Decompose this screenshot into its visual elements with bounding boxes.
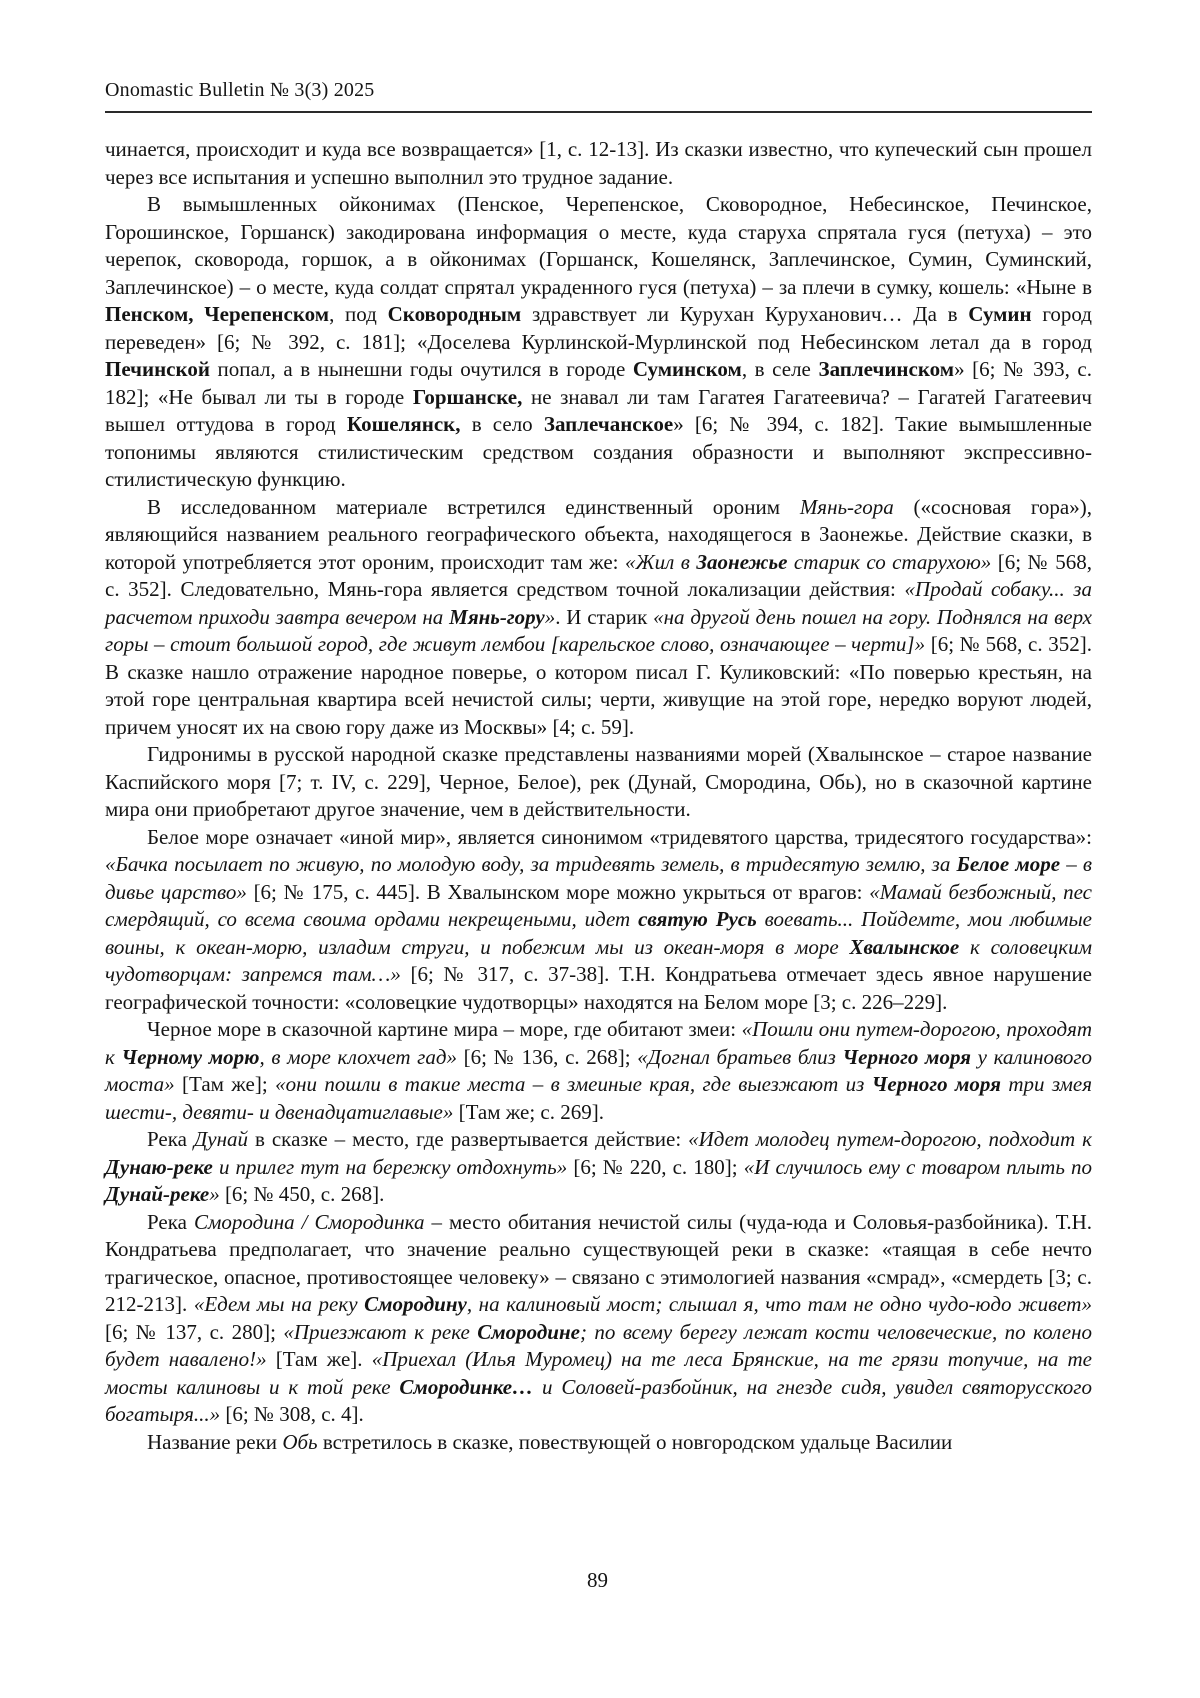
text-run-bi: Белое море <box>956 852 1061 876</box>
text-run-i: к соловецким чудотворцам: запремся там…» <box>105 934 1092 986</box>
text-run: [6; № 450, с. 268]. <box>219 1182 385 1206</box>
text-run: Название реки <box>147 1429 283 1454</box>
text-run-i: «Приезжают к реке <box>283 1319 478 1344</box>
text-run-i: «они пошли в такие места – в змеиные края, где выезжают из <box>275 1072 872 1096</box>
page-number: 89 <box>587 1568 608 1592</box>
text-run-bi: Заонежье <box>696 549 788 574</box>
text-run: в сказке – место, где развертывается действие: <box>248 1127 689 1151</box>
paragraph <box>105 136 1092 191</box>
text-run: [6; № 568, с. 352]. Следовательно, Мянь-гора является средством точной локализации действия: <box>105 549 1092 601</box>
text-run-i: три змея шести-, девяти- и двенадцатиглавые» <box>105 1072 1093 1124</box>
text-run-bi: святую Русь <box>638 907 757 931</box>
text-run-b: Сковородным <box>387 302 522 326</box>
text-run-i: » <box>544 604 556 629</box>
text-run-i: , на калиновый мост; слышал я, что там не одно чудо-юдо живет» <box>466 1292 1092 1316</box>
text-run-i: старик со старухою» <box>787 549 992 574</box>
text-run-i: , в море клохчет гад» <box>259 1044 457 1069</box>
text-run-i: и Соловей-разбойник, на гнезде сидя, увидел святорусского богатыря...» <box>105 1374 1092 1426</box>
text-run-i: » <box>209 1182 220 1206</box>
text-run: в село <box>460 412 544 436</box>
text-run: Черное море в сказочной картине мира – море, где обитают змеи: <box>147 1017 742 1041</box>
text-run: В исследованном материале встретился единственный ороним <box>147 494 800 519</box>
text-run: , под <box>329 302 388 326</box>
text-run-bi: Черного моря <box>842 1044 971 1069</box>
text-run-i: ; по всему берегу лежат кости человеческие, по колено будет навалено!» <box>105 1319 1093 1371</box>
text-run: В вымышленных ойконимах (Пенское, Черепенское, Сковородное, Небесинское, Печинское, Горошинское, Горшанск) закодирована информация о месте, куда старуха спрятала гуся (петуха) – это черепок, сковорода, горшок, а в ойконимах (Горшанск, Кошелянск, Заплечинское, Сумин, Суминский, Заплечинское) – о месте, куда солдат спрятал украденного гуся (петуха) – за плечи в сумку, кошель: «Ныне в <box>105 192 1092 299</box>
text-run: встретилось в сказке, повествующей о новгородском удальце Василии <box>317 1429 953 1454</box>
text-run: [6; № 317, с. 37-38]. Т.Н. Кондратьева отмечает здесь явное нарушение географической точности: «соловецкие чудотворцы» находятся на Белом море [3; с. 226–229]. <box>105 962 1092 1014</box>
paragraph <box>105 494 1092 742</box>
text-run: город переведен» [6; № 392, с. 181]; «Доселева Курлинской-Мурлинской под Небесинском летал да в город <box>105 302 1092 354</box>
text-run-b: Горшанске, <box>412 384 523 409</box>
text-run-i: «Приехал (Илья Муромец) на те леса Брянские, на те грязи топучие, на те мосты калиновы и к той реке <box>105 1347 1092 1399</box>
text-run: » [6; № 393, с. 182]; «Не бывал ли ты в городе <box>105 357 1092 409</box>
paragraph <box>105 1126 1092 1209</box>
text-run: [6; № 568, с. 352]. В сказке нашло отражение народное поверье, о котором писал Г. Куликовский: «По поверью крестьян, на этой горе центральная квартира всей нечистой силы; черти, живущие на этой горе, нередко воруют людей, причем уносят их на свою гору даже из Москвы» [4; с. 59]. <box>105 632 1092 739</box>
text-run-b: Пенском, Черепенском <box>105 302 330 326</box>
text-run: чинается, происходит и куда все возвращается» [1, с. 12-13]. Из сказки известно, что купеческий сын прошел через все испытания и успешно выполнил это трудное задание. <box>105 137 1092 189</box>
text-run-i: Смородина / Смородинка <box>193 1209 425 1234</box>
text-run: , в селе <box>741 357 819 381</box>
text-run-bi: Хвалынское <box>849 934 960 959</box>
text-run: [6; № 136, с. 268]; <box>456 1044 638 1069</box>
text-run: [Там же]; <box>174 1072 276 1096</box>
text-run-b: Заплечанское <box>543 412 674 436</box>
text-run: [Там же]. <box>266 1347 372 1371</box>
text-run-i: «Продай собаку... за расчетом приходи завтра вечером на <box>105 577 1092 629</box>
text-run-i: «Пошли они путем-дорогою, проходят к <box>105 1017 1092 1069</box>
text-run-b: Суминском <box>632 357 742 381</box>
text-run: [6; № 137, с. 280]; <box>105 1319 284 1344</box>
text-run-i: «на другой день пошел на гору. Поднялся на верх горы – стоит большой город, где живут лембои [карельское слово, означающее – черти]» <box>105 604 1092 656</box>
text-run: [6; № 220, с. 180]; <box>567 1154 744 1179</box>
text-run: Гидронимы в русской народной сказке представлены названиями морей (Хвалынское – старое название Каспийского моря [7; т. IV, с. 229], Черное, Белое), рек (Дунай, Смородина, Обь), но в сказочной картине мира они приобретают другое значение, чем в действительности. <box>105 742 1092 821</box>
text-run-i: «Идет молодец путем-дорогою, подходит к <box>688 1127 1092 1151</box>
text-run: Белое море означает «иной мир», является синонимом «тридевятого царства, тридесятого государства»: <box>147 824 1092 849</box>
text-run-bi: Черному морю <box>121 1044 260 1069</box>
text-run: [6; № 175, с. 445]. В Хвалынском море можно укрыться от врагов: <box>246 879 870 904</box>
text-run-b: Заплечинском <box>818 357 955 381</box>
paragraph <box>105 1209 1092 1429</box>
journal-running-head: Onomastic Bulletin № 3(3) 2025 <box>105 78 1092 113</box>
text-run-bi: Смородинке… <box>399 1374 534 1399</box>
text-run-bi: Смородине <box>477 1319 580 1344</box>
text-run-i: «Мамай безбожный, пес смердящий, со всема своима ордами некрещеными, идет <box>105 879 1093 931</box>
text-run-b: Печинской <box>105 357 210 381</box>
text-run-i: воевать... Пойдемте, мои любимые воины, к океан-морю, изладим струги, и побежим мы из океан-моря в море <box>105 907 1093 959</box>
text-run: не знавал ли там Гагатея Гагатеевича? – Гагатей Гагатеевич вышел оттудова в город <box>105 384 1092 436</box>
text-run-i: Дунай <box>193 1127 249 1151</box>
text-run-b: Кошелянск, <box>346 412 461 436</box>
text-run-bi: Смородину <box>364 1292 467 1316</box>
text-run-i: – в дивье царство» <box>105 852 1092 904</box>
text-run-i: Обь <box>282 1429 318 1454</box>
text-run-i: у калинового моста» <box>105 1044 1093 1096</box>
text-run: попал, а в нынешни годы очутился в городе <box>209 357 633 381</box>
text-run-i: «И случилось ему с товаром плыть по <box>743 1154 1092 1179</box>
text-run: – место обитания нечистой силы (чуда-юда и Соловья-разбойника). Т.Н. Кондратьева предполагает, что значение реально существующей реки в сказке: «таящая в себе нечто трагическое, опасное, противостоящее человеку» – связано с этимологией названия «смрад», «смердеть [3; с. 212-213]. <box>105 1209 1093 1316</box>
text-run-bi: Черного моря <box>871 1072 1001 1096</box>
text-run: . И старик <box>555 604 654 629</box>
text-run: («сосновая гора»), являющийся названием реального географического объекта, находящегося в Заонежье. Действие сказки, в которой употребляется этот ороним, происходит там же: <box>105 494 1092 574</box>
text-run-i: Мянь-гора <box>799 494 894 519</box>
paragraph <box>105 1429 1092 1457</box>
text-run: [Там же; с. 269]. <box>453 1099 604 1124</box>
text-run-i: «Бачка посылает по живую, по молодую воду, за тридевять земель, в тридесятую землю, за <box>105 852 957 876</box>
text-run: » [6; № 394, с. 182]. Такие вымышленные топонимы являются стилистическим средством создания образности и выполняют экспрессивно-стилистическую функцию. <box>105 412 1092 491</box>
text-run: [6; № 308, с. 4]. <box>220 1402 364 1426</box>
text-run-i: «Жил в <box>624 549 697 574</box>
text-run-i: «Едем мы на реку <box>193 1292 365 1316</box>
text-run-bi: Дунай-реке <box>105 1182 210 1206</box>
paragraph <box>105 191 1092 494</box>
text-run: Река <box>147 1209 194 1234</box>
article-body <box>105 136 1092 1456</box>
text-run-i: и прилег тут на бережку отдохнуть» <box>212 1154 568 1179</box>
paragraph <box>105 824 1092 1017</box>
text-run: Река <box>147 1127 194 1151</box>
paragraph <box>105 741 1092 824</box>
text-run-bi: Мянь-гору <box>449 604 545 629</box>
text-run-i: «Догнал братьев близ <box>637 1044 843 1069</box>
text-run-b: Сумин <box>968 302 1032 326</box>
text-run-bi: Дунаю-реке <box>105 1154 213 1179</box>
paragraph <box>105 1016 1092 1126</box>
text-run: здравствует ли Курухан Куруханович… Да в <box>521 302 969 326</box>
